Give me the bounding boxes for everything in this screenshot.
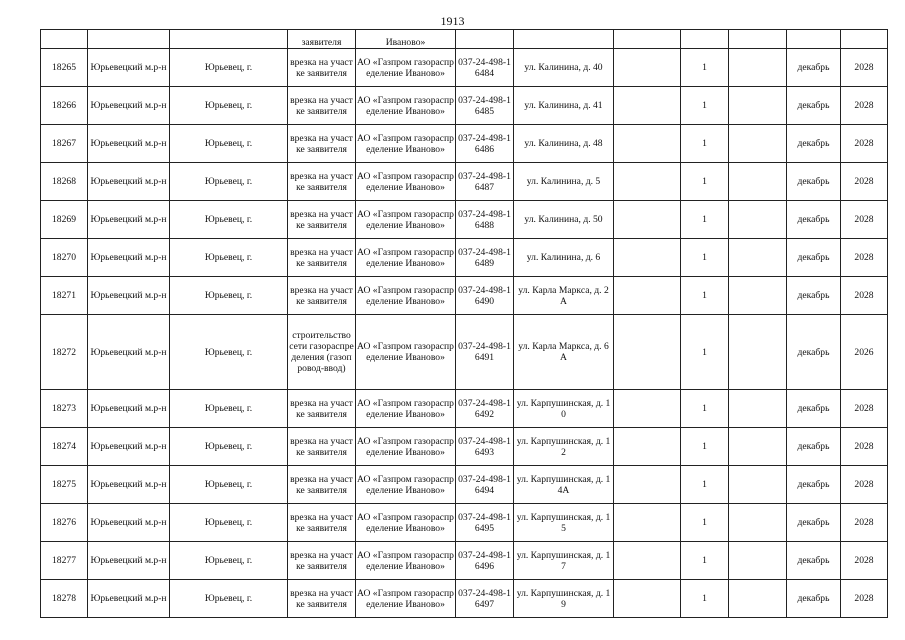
cell-blank-2 bbox=[729, 390, 787, 428]
cell-city: Юрьевец, г. bbox=[170, 580, 288, 618]
cell-city: Юрьевец, г. bbox=[170, 315, 288, 390]
cell-year: 2028 bbox=[841, 580, 888, 618]
cell-type: врезка на участке заявителя bbox=[288, 428, 356, 466]
cell-qty: 1 bbox=[681, 580, 729, 618]
cell-blank-2 bbox=[729, 87, 787, 125]
cell-blank-2 bbox=[729, 239, 787, 277]
cell-id: 18273 bbox=[41, 390, 88, 428]
page-number: 1913 bbox=[440, 14, 465, 28]
cell-code: 037-24-498-16491 bbox=[456, 315, 514, 390]
cell-district: Юрьевецкий м.р-н bbox=[88, 239, 170, 277]
cell-blank-2 bbox=[729, 428, 787, 466]
cell-code bbox=[456, 30, 514, 49]
cell-blank-1 bbox=[614, 163, 681, 201]
cell-id: 18272 bbox=[41, 315, 88, 390]
cell-blank-2 bbox=[729, 125, 787, 163]
cell-city: Юрьевец, г. bbox=[170, 87, 288, 125]
cell-owner: АО «Газпром газораспределение Иваново» bbox=[356, 504, 456, 542]
cell-district: Юрьевецкий м.р-н bbox=[88, 542, 170, 580]
cell-month: декабрь bbox=[787, 125, 841, 163]
cell-district: Юрьевецкий м.р-н bbox=[88, 428, 170, 466]
cell-type: врезка на участке заявителя bbox=[288, 390, 356, 428]
cell-blank-1 bbox=[614, 49, 681, 87]
cell-type: врезка на участке заявителя bbox=[288, 580, 356, 618]
cell-address: ул. Карпушинская, д. 10 bbox=[514, 390, 614, 428]
cell-qty: 1 bbox=[681, 49, 729, 87]
cell-city: Юрьевец, г. bbox=[170, 239, 288, 277]
cell-code: 037-24-498-16485 bbox=[456, 87, 514, 125]
cell-type: врезка на участке заявителя bbox=[288, 504, 356, 542]
table-row bbox=[41, 542, 888, 580]
cell-id bbox=[41, 30, 88, 49]
table-row bbox=[41, 580, 888, 618]
cell-month: декабрь bbox=[787, 580, 841, 618]
cell-year: 2028 bbox=[841, 504, 888, 542]
cell-owner: АО «Газпром газораспределение Иваново» bbox=[356, 201, 456, 239]
cell-month: декабрь bbox=[787, 239, 841, 277]
cell-year bbox=[841, 30, 888, 49]
cell-type: врезка на участке заявителя bbox=[288, 466, 356, 504]
cell-code: 037-24-498-16488 bbox=[456, 201, 514, 239]
cell-month: декабрь bbox=[787, 390, 841, 428]
cell-qty: 1 bbox=[681, 125, 729, 163]
cell-month: декабрь bbox=[787, 315, 841, 390]
cell-qty: 1 bbox=[681, 428, 729, 466]
cell-city: Юрьевец, г. bbox=[170, 201, 288, 239]
cell-address: ул. Карпушинская, д. 17 bbox=[514, 542, 614, 580]
cell-blank-2 bbox=[729, 49, 787, 87]
cell-month: декабрь bbox=[787, 277, 841, 315]
cell-owner: АО «Газпром газораспределение Иваново» bbox=[356, 542, 456, 580]
cell-type: врезка на участке заявителя bbox=[288, 163, 356, 201]
cell-month: декабрь bbox=[787, 466, 841, 504]
cell-blank-1 bbox=[614, 466, 681, 504]
cell-month bbox=[787, 30, 841, 49]
cell-blank-1 bbox=[614, 239, 681, 277]
cell-city: Юрьевец, г. bbox=[170, 49, 288, 87]
cell-qty: 1 bbox=[681, 239, 729, 277]
cell-type: врезка на участке заявителя bbox=[288, 125, 356, 163]
cell-qty: 1 bbox=[681, 201, 729, 239]
cell-city: Юрьевец, г. bbox=[170, 466, 288, 504]
cell-month: декабрь bbox=[787, 49, 841, 87]
table-row bbox=[41, 315, 888, 390]
cell-district: Юрьевецкий м.р-н bbox=[88, 504, 170, 542]
cell-owner: АО «Газпром газораспределение Иваново» bbox=[356, 49, 456, 87]
cell-blank-1 bbox=[614, 277, 681, 315]
cell-blank-2 bbox=[729, 315, 787, 390]
cell-qty: 1 bbox=[681, 277, 729, 315]
cell-code: 037-24-498-16494 bbox=[456, 466, 514, 504]
cell-district: Юрьевецкий м.р-н bbox=[88, 87, 170, 125]
cell-blank-1 bbox=[614, 315, 681, 390]
cell-qty bbox=[681, 30, 729, 49]
cell-owner: АО «Газпром газораспределение Иваново» bbox=[356, 390, 456, 428]
cell-owner: АО «Газпром газораспределение Иваново» bbox=[356, 87, 456, 125]
cell-blank-2 bbox=[729, 466, 787, 504]
cell-district: Юрьевецкий м.р-н bbox=[88, 277, 170, 315]
cell-address bbox=[514, 30, 614, 49]
cell-month: декабрь bbox=[787, 428, 841, 466]
cell-address: ул. Карпушинская, д. 15 bbox=[514, 504, 614, 542]
cell-year: 2028 bbox=[841, 390, 888, 428]
cell-blank-1 bbox=[614, 87, 681, 125]
cell-address: ул. Калинина, д. 6 bbox=[514, 239, 614, 277]
cell-code: 037-24-498-16484 bbox=[456, 49, 514, 87]
cell-district: Юрьевецкий м.р-н bbox=[88, 580, 170, 618]
cell-qty: 1 bbox=[681, 163, 729, 201]
cell-year: 2026 bbox=[841, 315, 888, 390]
cell-code: 037-24-498-16497 bbox=[456, 580, 514, 618]
cell-blank-1 bbox=[614, 542, 681, 580]
cell-year: 2028 bbox=[841, 542, 888, 580]
table-row bbox=[41, 504, 888, 542]
cell-code: 037-24-498-16496 bbox=[456, 542, 514, 580]
cell-code: 037-24-498-16489 bbox=[456, 239, 514, 277]
cell-id: 18278 bbox=[41, 580, 88, 618]
cell-city bbox=[170, 30, 288, 49]
cell-owner: АО «Газпром газораспределение Иваново» bbox=[356, 315, 456, 390]
cell-owner: АО «Газпром газораспределение Иваново» bbox=[356, 163, 456, 201]
cell-address: ул. Калинина, д. 48 bbox=[514, 125, 614, 163]
cell-blank-2 bbox=[729, 163, 787, 201]
cell-id: 18275 bbox=[41, 466, 88, 504]
cell-district: Юрьевецкий м.р-н bbox=[88, 163, 170, 201]
cell-owner: Иваново» bbox=[356, 30, 456, 49]
cell-id: 18271 bbox=[41, 277, 88, 315]
cell-type: заявителя bbox=[288, 30, 356, 49]
cell-id: 18270 bbox=[41, 239, 88, 277]
cell-address: ул. Калинина, д. 41 bbox=[514, 87, 614, 125]
table-row bbox=[41, 163, 888, 201]
cell-address: ул. Калинина, д. 5 bbox=[514, 163, 614, 201]
cell-id: 18269 bbox=[41, 201, 88, 239]
cell-month: декабрь bbox=[787, 201, 841, 239]
cell-blank-2 bbox=[729, 30, 787, 49]
cell-city: Юрьевец, г. bbox=[170, 542, 288, 580]
cell-blank-2 bbox=[729, 542, 787, 580]
cell-blank-1 bbox=[614, 30, 681, 49]
cell-type: врезка на участке заявителя bbox=[288, 277, 356, 315]
cell-address: ул. Карла Маркса, д. 2А bbox=[514, 277, 614, 315]
cell-district: Юрьевецкий м.р-н bbox=[88, 201, 170, 239]
cell-address: ул. Карпушинская, д. 12 bbox=[514, 428, 614, 466]
cell-city: Юрьевец, г. bbox=[170, 428, 288, 466]
cell-district: Юрьевецкий м.р-н bbox=[88, 315, 170, 390]
cell-qty: 1 bbox=[681, 390, 729, 428]
cell-id: 18277 bbox=[41, 542, 88, 580]
cell-qty: 1 bbox=[681, 542, 729, 580]
cell-city: Юрьевец, г. bbox=[170, 390, 288, 428]
cell-city: Юрьевец, г. bbox=[170, 125, 288, 163]
cell-address: ул. Калинина, д. 40 bbox=[514, 49, 614, 87]
cell-month: декабрь bbox=[787, 542, 841, 580]
cell-month: декабрь bbox=[787, 163, 841, 201]
cell-year: 2028 bbox=[841, 201, 888, 239]
cell-code: 037-24-498-16486 bbox=[456, 125, 514, 163]
cell-qty: 1 bbox=[681, 87, 729, 125]
cell-id: 18274 bbox=[41, 428, 88, 466]
cell-type: врезка на участке заявителя bbox=[288, 49, 356, 87]
cell-id: 18276 bbox=[41, 504, 88, 542]
cell-year: 2028 bbox=[841, 49, 888, 87]
cell-year: 2028 bbox=[841, 125, 888, 163]
cell-id: 18267 bbox=[41, 125, 88, 163]
cell-type: строительство сети газораспределения (газопровод-ввод) bbox=[288, 315, 356, 390]
cell-qty: 1 bbox=[681, 315, 729, 390]
cell-address: ул. Карпушинская, д. 14А bbox=[514, 466, 614, 504]
cell-address: ул. Калинина, д. 50 bbox=[514, 201, 614, 239]
cell-type: врезка на участке заявителя bbox=[288, 87, 356, 125]
cell-city: Юрьевец, г. bbox=[170, 277, 288, 315]
table-row bbox=[41, 466, 888, 504]
cell-code: 037-24-498-16493 bbox=[456, 428, 514, 466]
cell-blank-1 bbox=[614, 390, 681, 428]
cell-type: врезка на участке заявителя bbox=[288, 239, 356, 277]
cell-blank-2 bbox=[729, 201, 787, 239]
cell-blank-1 bbox=[614, 201, 681, 239]
cell-id: 18265 bbox=[41, 49, 88, 87]
table-row bbox=[41, 390, 888, 428]
cell-code: 037-24-498-16492 bbox=[456, 390, 514, 428]
cell-district: Юрьевецкий м.р-н bbox=[88, 49, 170, 87]
cell-id: 18268 bbox=[41, 163, 88, 201]
cell-year: 2028 bbox=[841, 87, 888, 125]
cell-owner: АО «Газпром газораспределение Иваново» bbox=[356, 466, 456, 504]
table-row bbox=[41, 87, 888, 125]
table-row bbox=[41, 239, 888, 277]
continued-row bbox=[41, 30, 888, 49]
cell-owner: АО «Газпром газораспределение Иваново» bbox=[356, 239, 456, 277]
cell-year: 2028 bbox=[841, 428, 888, 466]
cell-owner: АО «Газпром газораспределение Иваново» bbox=[356, 277, 456, 315]
cell-blank-1 bbox=[614, 428, 681, 466]
cell-qty: 1 bbox=[681, 504, 729, 542]
table-row bbox=[41, 125, 888, 163]
cell-blank-1 bbox=[614, 580, 681, 618]
cell-type: врезка на участке заявителя bbox=[288, 201, 356, 239]
cell-owner: АО «Газпром газораспределение Иваново» bbox=[356, 580, 456, 618]
cell-address: ул. Карпушинская, д. 19 bbox=[514, 580, 614, 618]
cell-district: Юрьевецкий м.р-н bbox=[88, 390, 170, 428]
cell-district: Юрьевецкий м.р-н bbox=[88, 125, 170, 163]
cell-blank-2 bbox=[729, 504, 787, 542]
cell-month: декабрь bbox=[787, 504, 841, 542]
cell-id: 18266 bbox=[41, 87, 88, 125]
cell-month: декабрь bbox=[787, 87, 841, 125]
cell-district: Юрьевецкий м.р-н bbox=[88, 466, 170, 504]
cell-blank-2 bbox=[729, 277, 787, 315]
cell-code: 037-24-498-16495 bbox=[456, 504, 514, 542]
cell-blank-1 bbox=[614, 125, 681, 163]
table-row bbox=[41, 277, 888, 315]
cell-year: 2028 bbox=[841, 466, 888, 504]
cell-year: 2028 bbox=[841, 277, 888, 315]
table-row bbox=[41, 201, 888, 239]
cell-year: 2028 bbox=[841, 163, 888, 201]
cell-district bbox=[88, 30, 170, 49]
cell-address: ул. Карла Маркса, д. 6А bbox=[514, 315, 614, 390]
cell-type: врезка на участке заявителя bbox=[288, 542, 356, 580]
cell-city: Юрьевец, г. bbox=[170, 163, 288, 201]
cell-owner: АО «Газпром газораспределение Иваново» bbox=[356, 125, 456, 163]
gas-connection-table bbox=[40, 29, 888, 618]
cell-qty: 1 bbox=[681, 466, 729, 504]
cell-city: Юрьевец, г. bbox=[170, 504, 288, 542]
table-row bbox=[41, 428, 888, 466]
table-row bbox=[41, 49, 888, 87]
cell-blank-2 bbox=[729, 580, 787, 618]
cell-code: 037-24-498-16487 bbox=[456, 163, 514, 201]
cell-year: 2028 bbox=[841, 239, 888, 277]
cell-owner: АО «Газпром газораспределение Иваново» bbox=[356, 428, 456, 466]
cell-blank-1 bbox=[614, 504, 681, 542]
cell-code: 037-24-498-16490 bbox=[456, 277, 514, 315]
